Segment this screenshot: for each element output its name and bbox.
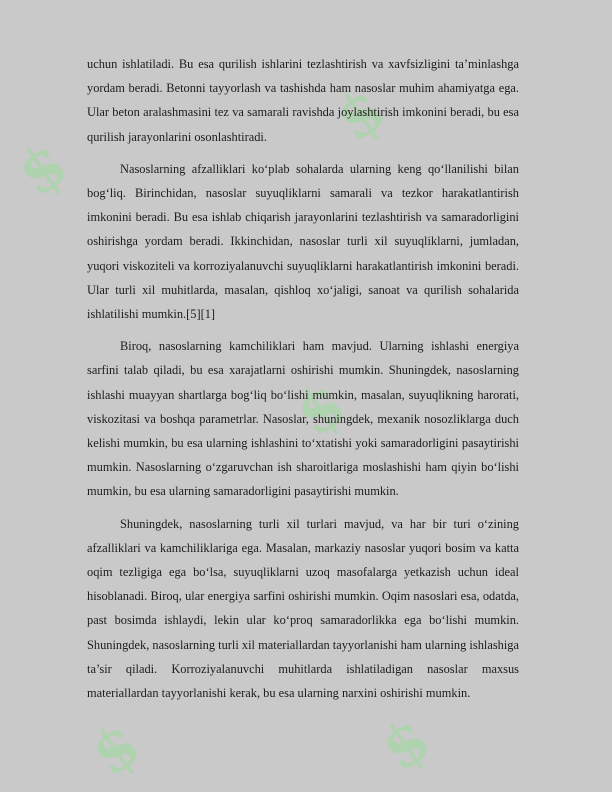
watermark-logo-top-left: $ xyxy=(5,129,81,211)
paragraph-pump-types: Shuningdek, nasoslarning turli xil turlari mavjud, va har bir turi o‘zining afzalliklari va kamchiliklariga ega. Masalan, markaziy nasoslar yuqori bosim va katta oqim tezligiga ega bo‘lsa, suyuqliklarni uzoq masofalarga yetkazish uchun ideal hisoblanadi. Biroq, ular energiya sarfini oshirishi mumkin. Oqim nasoslari esa, odatda, past bosimda ishlaydi, lekin ular ko‘proq samaradorlikka ega bo‘lishi mumkin. Shuningdek, nasoslarning turli xil materiallardan tayyorlanishi ham ularning ishlashiga ta’sir qiladi. Korroziyalanuvchi muhitlarda ishlatiladigan nasoslar maxsus materiallardan tayyorlanishi kerak, bu esa ularning narxini oshirishi mumkin. xyxy=(87,516,519,701)
paragraph-advantages: Nasoslarning afzalliklari ko‘plab sohalarda ularning keng qo‘llanilishi bilan bog‘liq. Birinchidan, nasoslar suyuqliklarni samarali va tezkor harakatlantirish imkonini beradi. Bu esa ishlab chiqarish jarayonlarini tezlashtirish va samaradorligini oshirishga yordam beradi. Ikkinchidan, nasoslar turli xil suyuqliklarni, jumladan, yuqori viskoziteli va korroziyalanuvchi suyuqliklarni harakatlantirish imkonini beradi. Ular turli xil muhitlarda, masalan, qishloq xo‘jaligi, sanoat va qurilish sohalarida ishlatilishi mumkin.[5][1] xyxy=(87,161,519,322)
watermark-logo-bottom-left: $ xyxy=(78,709,154,791)
paragraph-disadvantages: Biroq, nasoslarning kamchiliklari ham mavjud. Ularning ishlashi energiya sarfini talab qiladi, bu esa xarajatlarni oshirishi mumkin. Shuningdek, nasoslarning ishlashi muayyan shartlarga bog‘liq bo‘lishi mumkin, masalan, suyuqlikning harorati, viskozitasi va boshqa parametrlar. Nasoslar, shuningdek, mexanik nosozliklarga duch kelishi mumkin, bu esa ularning ishlashini to‘xtatishi yoki samaradorligini pasaytirishi mumkin. Nasoslarning o‘zgaruvchan ish sharoitlariga moslashishi ham qiyin bo‘lishi mumkin, bu esa ularning samaradorligini pasaytirishi mumkin. xyxy=(87,339,519,499)
watermark-logo-top-right: $ xyxy=(323,74,399,156)
watermark-logo-bottom-right: $ xyxy=(368,704,444,786)
document-body xyxy=(87,52,519,705)
watermark-logo-middle: $ xyxy=(283,369,359,451)
paragraph-continuation: uchun ishlatiladi. Bu esa qurilish ishlarini tezlashtirish va xavfsizligini ta’minlashga yordam beradi. Betonni tayyorlash va tashishda ham nasoslar muhim ahamiyatga ega. Ular beton aralashmasini tez va samarali ravishda joylashtirish imkonini beradi, bu esa qurilish jarayonlarini osonlashtiradi. xyxy=(87,57,519,144)
